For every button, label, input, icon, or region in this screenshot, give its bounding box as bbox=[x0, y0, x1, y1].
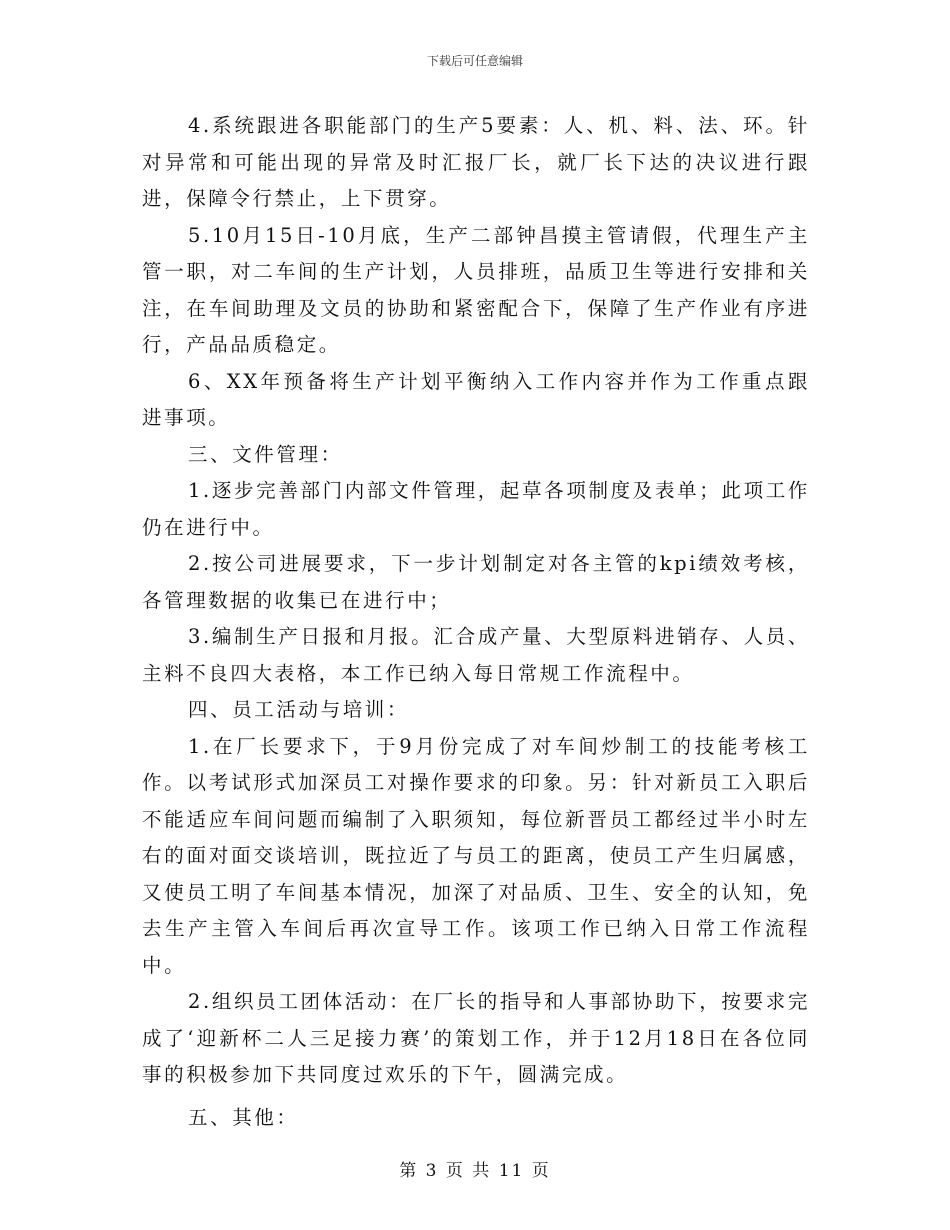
paragraph-file-1: 1.逐步完善部门内部文件管理，起草各项制度及表单；此项工作仍在进行中。 bbox=[142, 479, 810, 539]
section-heading-training: 四、员工活动与培训： bbox=[188, 698, 410, 721]
section-heading-file-management: 三、文件管理： bbox=[188, 442, 343, 466]
page-header: 下载后可任意编辑 bbox=[426, 54, 523, 68]
paragraph-item-5: 5.10月15日-10月底，生产二部钟昌摸主管请假，代理生产主管一职，对二车间的生产计划，人员排班，品质卫生等进行安排和关注，在车间助理及文员的协助和紧密配合下，保障了生产作业有序进行，产品品质稳定。 bbox=[142, 223, 810, 356]
document-body bbox=[142, 108, 810, 1136]
paragraph-item-4: 4.系统跟进各职能部门的生产5要素：人、机、料、法、环。针对异常和可能出现的异常及时汇报厂长，就厂长下达的决议进行跟进，保障令行禁止，上下贯穿。 bbox=[142, 114, 810, 210]
paragraph-training-1: 1.在厂长要求下，于9月份完成了对车间炒制工的技能考核工作。以考试形式加深员工对操作要求的印象。另：针对新员工入职后不能适应车间问题而编制了入职须知，每位新晋员工都经过半小时左右的面对面交谈培训，既拉近了与员工的距离，使员工产生归属感，又使员工明了车间基本情况，加深了对品质、卫生、安全的认知，免去生产主管入车间后再次宣导工作。该项工作已纳入日常工作流程中。 bbox=[142, 734, 810, 977]
paragraph-file-2: 2.按公司进展要求，下一步计划制定对各主管的kpi绩效考核，各管理数据的收集已在进行中； bbox=[142, 552, 810, 612]
page-footer-page-number: 第 3 页 共 11 页 bbox=[399, 1161, 551, 1181]
paragraph-file-3: 3.编制生产日报和月报。汇合成产量、大型原料进销存、人员、主料不良四大表格，本工作已纳入每日常规工作流程中。 bbox=[142, 625, 810, 685]
section-heading-other: 五、其他： bbox=[188, 1105, 299, 1129]
paragraph-item-6: 6、XX年预备将生产计划平衡纳入工作内容并作为工作重点跟进事项。 bbox=[142, 369, 810, 429]
paragraph-training-2: 2.组织员工团体活动：在厂长的指导和人事部协助下，按要求完成了‘迎新杯二人三足接力赛’的策划工作，并于12月18日在各位同事的积极参加下共同度过欢乐的下午，圆满完成。 bbox=[142, 990, 810, 1086]
